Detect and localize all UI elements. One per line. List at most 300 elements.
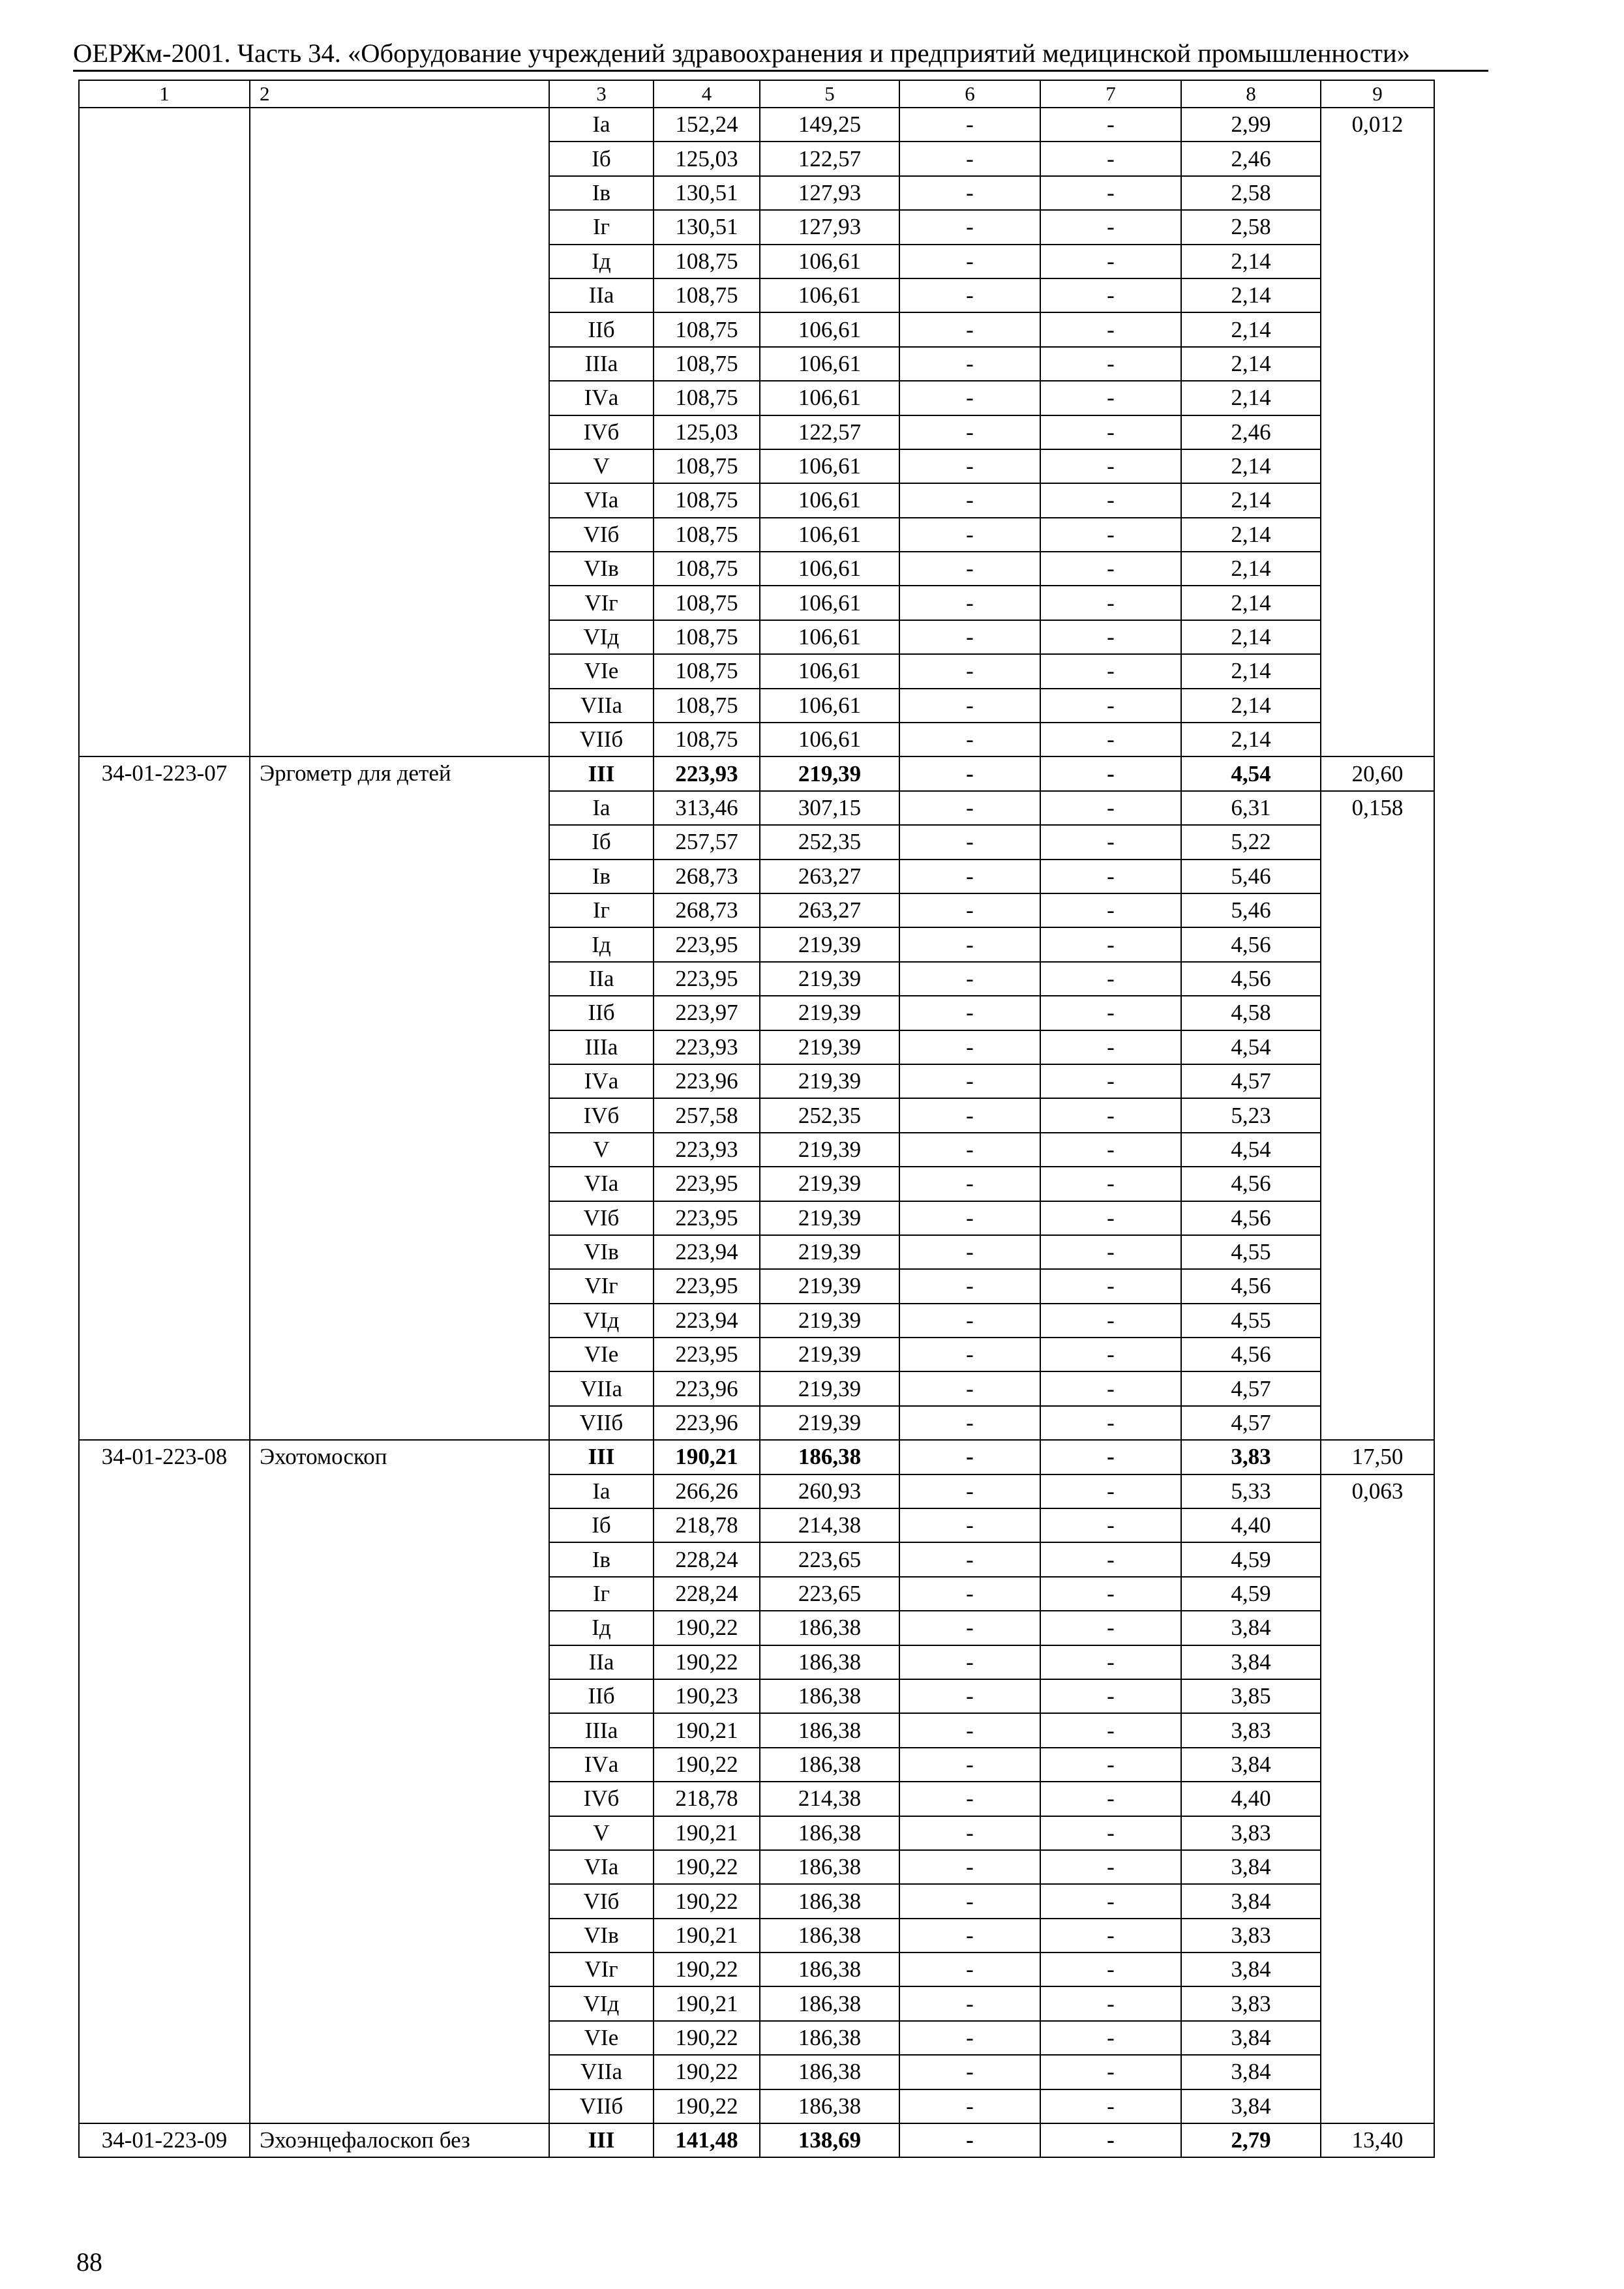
value-cell-col6: -	[899, 756, 1040, 790]
zone-cell: VIв	[549, 552, 654, 586]
value-cell-col6: -	[899, 1030, 1040, 1064]
value-cell-col4: 190,22	[654, 2089, 760, 2123]
zone-cell: Iв	[549, 176, 654, 210]
zone-cell: VIг	[549, 1269, 654, 1303]
value-cell-col6: -	[899, 1884, 1040, 1918]
value-cell-col8: 4,57	[1181, 1371, 1321, 1405]
zone-cell: IIб	[549, 996, 654, 1030]
value-cell-col4: 257,58	[654, 1098, 760, 1132]
value-cell-col4: 218,78	[654, 1782, 760, 1816]
value-cell-col6: -	[899, 2021, 1040, 2055]
value-cell-col7: -	[1040, 2123, 1181, 2157]
value-cell-col5: 219,39	[760, 1235, 899, 1269]
zone-cell: Iд	[549, 927, 654, 961]
zone-cell: III	[549, 2123, 654, 2157]
value-cell-col6: -	[899, 927, 1040, 961]
value-cell-col8: 2,14	[1181, 620, 1321, 654]
value-cell-col7: -	[1040, 108, 1181, 142]
extra-value-cell: 17,50	[1321, 1440, 1434, 1474]
value-cell-col6: -	[899, 1201, 1040, 1235]
value-cell-col6: -	[899, 1782, 1040, 1816]
value-cell-col6: -	[899, 2123, 1040, 2157]
value-cell-col7: -	[1040, 1884, 1181, 1918]
value-cell-col6: -	[899, 1440, 1040, 1474]
value-cell-col7: -	[1040, 620, 1181, 654]
value-cell-col5: 186,38	[760, 2089, 899, 2123]
zone-cell: VIб	[549, 518, 654, 552]
value-cell-col4: 223,95	[654, 927, 760, 961]
value-cell-col4: 108,75	[654, 278, 760, 312]
value-cell-col4: 190,22	[654, 1850, 760, 1884]
value-cell-col8: 3,84	[1181, 1884, 1321, 1918]
value-cell-col7: -	[1040, 1816, 1181, 1850]
value-cell-col6: -	[899, 1406, 1040, 1440]
value-cell-col8: 2,14	[1181, 723, 1321, 756]
zone-cell: Iг	[549, 1577, 654, 1611]
value-cell-col7: -	[1040, 1611, 1181, 1645]
value-cell-col7: -	[1040, 1952, 1181, 1986]
value-cell-col5: 219,39	[760, 1201, 899, 1235]
zone-cell: V	[549, 1133, 654, 1167]
column-number: 7	[1040, 80, 1181, 108]
value-cell-col6: -	[899, 962, 1040, 996]
zone-cell: IVб	[549, 1098, 654, 1132]
value-cell-col8: 4,54	[1181, 756, 1321, 790]
value-cell-col7: -	[1040, 927, 1181, 961]
value-cell-col4: 190,22	[654, 2055, 760, 2089]
value-cell-col7: -	[1040, 1030, 1181, 1064]
value-cell-col5: 219,39	[760, 1269, 899, 1303]
value-cell-col7: -	[1040, 1713, 1181, 1747]
value-cell-col7: -	[1040, 347, 1181, 381]
value-cell-col8: 3,84	[1181, 2089, 1321, 2123]
value-cell-col5: 219,39	[760, 962, 899, 996]
zone-cell: III	[549, 1440, 654, 1474]
value-cell-col8: 4,55	[1181, 1304, 1321, 1338]
value-cell-col7: -	[1040, 723, 1181, 756]
value-cell-col4: 190,22	[654, 1611, 760, 1645]
value-cell-col7: -	[1040, 2055, 1181, 2089]
value-cell-col6: -	[899, 1713, 1040, 1747]
value-cell-col5: 186,38	[760, 1816, 899, 1850]
data-table	[78, 80, 1435, 2158]
zone-cell: VIб	[549, 1201, 654, 1235]
value-cell-col4: 190,22	[654, 1884, 760, 1918]
value-cell-col6: -	[899, 210, 1040, 244]
zone-cell: VIIб	[549, 1406, 654, 1440]
header-rule	[73, 70, 1488, 72]
value-cell-col5: 186,38	[760, 1679, 899, 1713]
value-cell-col7: -	[1040, 2021, 1181, 2055]
value-cell-col5: 186,38	[760, 2021, 899, 2055]
value-cell-col5: 307,15	[760, 791, 899, 825]
zone-cell: V	[549, 1816, 654, 1850]
value-cell-col5: 186,38	[760, 2055, 899, 2089]
value-cell-col7: -	[1040, 1986, 1181, 2020]
value-cell-col6: -	[899, 449, 1040, 483]
value-cell-col5: 219,39	[760, 756, 899, 790]
value-cell-col7: -	[1040, 1371, 1181, 1405]
value-cell-col5: 106,61	[760, 586, 899, 620]
value-cell-col6: -	[899, 1338, 1040, 1371]
value-cell-col6: -	[899, 689, 1040, 723]
page-number: 88	[76, 2247, 102, 2277]
value-cell-col6: -	[899, 245, 1040, 278]
value-cell-col5: 138,69	[760, 2123, 899, 2157]
value-cell-col6: -	[899, 860, 1040, 893]
value-cell-col7: -	[1040, 1235, 1181, 1269]
zone-cell: IIIа	[549, 1030, 654, 1064]
value-cell-col5: 260,93	[760, 1474, 899, 1508]
value-cell-col5: 219,39	[760, 1371, 899, 1405]
value-cell-col8: 4,56	[1181, 1269, 1321, 1303]
zone-cell: Iд	[549, 245, 654, 278]
value-cell-col8: 4,59	[1181, 1542, 1321, 1576]
value-cell-col5: 263,27	[760, 893, 899, 927]
value-cell-col5: 106,61	[760, 689, 899, 723]
zone-cell: Iб	[549, 825, 654, 859]
zone-cell: IIа	[549, 1645, 654, 1679]
value-cell-col4: 268,73	[654, 860, 760, 893]
value-cell-col6: -	[899, 1679, 1040, 1713]
value-cell-col8: 2,14	[1181, 518, 1321, 552]
value-cell-col4: 190,22	[654, 1952, 760, 1986]
zone-cell: Iд	[549, 1611, 654, 1645]
value-cell-col6: -	[899, 586, 1040, 620]
zone-cell: IVб	[549, 415, 654, 449]
value-cell-col6: -	[899, 108, 1040, 142]
value-cell-col5: 263,27	[760, 860, 899, 893]
value-cell-col8: 2,58	[1181, 176, 1321, 210]
zone-cell: VIг	[549, 586, 654, 620]
value-cell-col6: -	[899, 1952, 1040, 1986]
value-cell-col8: 3,84	[1181, 2021, 1321, 2055]
resource-code: 34-01-223-07	[79, 756, 250, 1440]
extra-value-cell: 13,40	[1321, 2123, 1434, 2157]
value-cell-col6: -	[899, 1371, 1040, 1405]
column-number: 4	[654, 80, 760, 108]
value-cell-col6: -	[899, 654, 1040, 688]
value-cell-col7: -	[1040, 1167, 1181, 1201]
value-cell-col6: -	[899, 791, 1040, 825]
page-header: ОЕРЖм-2001. Часть 34. «Оборудование учреждений здравоохранения и предприятий медицинской промышленности»	[73, 38, 1410, 68]
value-cell-col4: 152,24	[654, 108, 760, 142]
value-cell-col6: -	[899, 1235, 1040, 1269]
value-cell-col5: 106,61	[760, 483, 899, 517]
zone-cell: VIд	[549, 1986, 654, 2020]
value-cell-col5: 219,39	[760, 1064, 899, 1098]
value-cell-col7: -	[1040, 791, 1181, 825]
value-cell-col8: 3,85	[1181, 1679, 1321, 1713]
value-cell-col7: -	[1040, 483, 1181, 517]
value-cell-col4: 108,75	[654, 723, 760, 756]
value-cell-col8: 5,22	[1181, 825, 1321, 859]
value-cell-col6: -	[899, 1816, 1040, 1850]
value-cell-col8: 2,14	[1181, 381, 1321, 415]
value-cell-col4: 228,24	[654, 1542, 760, 1576]
value-cell-col6: -	[899, 552, 1040, 586]
value-cell-col5: 219,39	[760, 927, 899, 961]
value-cell-col7: -	[1040, 210, 1181, 244]
value-cell-col7: -	[1040, 245, 1181, 278]
value-cell-col6: -	[899, 1577, 1040, 1611]
zone-cell: VIIб	[549, 2089, 654, 2123]
resource-name	[250, 108, 549, 756]
value-cell-col7: -	[1040, 1645, 1181, 1679]
column-number: 9	[1321, 80, 1434, 108]
value-cell-col8: 4,40	[1181, 1508, 1321, 1542]
value-cell-col7: -	[1040, 1133, 1181, 1167]
zone-cell: VIд	[549, 1304, 654, 1338]
value-cell-col6: -	[899, 518, 1040, 552]
value-cell-col7: -	[1040, 142, 1181, 175]
value-cell-col7: -	[1040, 1338, 1181, 1371]
value-cell-col8: 2,14	[1181, 586, 1321, 620]
resource-name: Эхоэнцефалоскоп без	[250, 2123, 549, 2157]
value-cell-col6: -	[899, 1919, 1040, 1952]
value-cell-col7: -	[1040, 415, 1181, 449]
value-cell-col5: 122,57	[760, 142, 899, 175]
zone-cell: IVа	[549, 381, 654, 415]
value-cell-col6: -	[899, 1474, 1040, 1508]
zone-cell: Iа	[549, 1474, 654, 1508]
value-cell-col6: -	[899, 415, 1040, 449]
value-cell-col6: -	[899, 1269, 1040, 1303]
value-cell-col4: 108,75	[654, 620, 760, 654]
zone-cell: VIе	[549, 1338, 654, 1371]
value-cell-col7: -	[1040, 1474, 1181, 1508]
value-cell-col5: 219,39	[760, 1030, 899, 1064]
value-cell-col4: 130,51	[654, 176, 760, 210]
value-cell-col5: 186,38	[760, 1986, 899, 2020]
value-cell-col4: 108,75	[654, 312, 760, 346]
value-cell-col4: 268,73	[654, 893, 760, 927]
zone-cell: VIе	[549, 654, 654, 688]
value-cell-col5: 186,38	[760, 1919, 899, 1952]
value-cell-col5: 219,39	[760, 1167, 899, 1201]
value-cell-col5: 186,38	[760, 1611, 899, 1645]
value-cell-col6: -	[899, 278, 1040, 312]
value-cell-col4: 108,75	[654, 347, 760, 381]
value-cell-col8: 2,46	[1181, 142, 1321, 175]
value-cell-col7: -	[1040, 449, 1181, 483]
value-cell-col8: 3,83	[1181, 1440, 1321, 1474]
value-cell-col8: 4,59	[1181, 1577, 1321, 1611]
value-cell-col5: 219,39	[760, 1406, 899, 1440]
value-cell-col6: -	[899, 1986, 1040, 2020]
value-cell-col4: 257,57	[654, 825, 760, 859]
value-cell-col7: -	[1040, 689, 1181, 723]
value-cell-col8: 5,33	[1181, 1474, 1321, 1508]
value-cell-col8: 3,83	[1181, 1986, 1321, 2020]
value-cell-col4: 223,94	[654, 1235, 760, 1269]
column-number: 5	[760, 80, 899, 108]
zone-cell: VIа	[549, 1167, 654, 1201]
table-row	[79, 108, 1434, 142]
zone-cell: VIб	[549, 1884, 654, 1918]
value-cell-col7: -	[1040, 1679, 1181, 1713]
value-cell-col6: -	[899, 825, 1040, 859]
value-cell-col4: 190,21	[654, 1440, 760, 1474]
value-cell-col5: 214,38	[760, 1508, 899, 1542]
value-cell-col4: 223,95	[654, 1167, 760, 1201]
value-cell-col4: 108,75	[654, 518, 760, 552]
value-cell-col8: 2,14	[1181, 278, 1321, 312]
table-row	[79, 756, 1434, 790]
value-cell-col8: 3,84	[1181, 2055, 1321, 2089]
value-cell-col4: 190,21	[654, 1816, 760, 1850]
value-cell-col4: 108,75	[654, 586, 760, 620]
value-cell-col5: 127,93	[760, 210, 899, 244]
value-cell-col8: 4,54	[1181, 1030, 1321, 1064]
value-cell-col4: 223,95	[654, 1269, 760, 1303]
value-cell-col8: 2,14	[1181, 347, 1321, 381]
value-cell-col7: -	[1040, 1098, 1181, 1132]
value-cell-col6: -	[899, 142, 1040, 175]
value-cell-col5: 219,39	[760, 1133, 899, 1167]
zone-cell: VIIа	[549, 1371, 654, 1405]
value-cell-col8: 2,58	[1181, 210, 1321, 244]
value-cell-col4: 223,93	[654, 1030, 760, 1064]
value-cell-col4: 108,75	[654, 483, 760, 517]
value-cell-col8: 3,84	[1181, 1611, 1321, 1645]
value-cell-col5: 106,61	[760, 381, 899, 415]
value-cell-col5: 106,61	[760, 723, 899, 756]
value-cell-col7: -	[1040, 2089, 1181, 2123]
value-cell-col8: 4,56	[1181, 1167, 1321, 1201]
value-cell-col4: 223,97	[654, 996, 760, 1030]
zone-cell: VIIб	[549, 723, 654, 756]
value-cell-col5: 106,61	[760, 312, 899, 346]
zone-cell: VIIа	[549, 689, 654, 723]
value-cell-col4: 125,03	[654, 142, 760, 175]
value-cell-col5: 223,65	[760, 1577, 899, 1611]
zone-cell: IIIа	[549, 347, 654, 381]
value-cell-col4: 223,93	[654, 756, 760, 790]
value-cell-col7: -	[1040, 312, 1181, 346]
table-body	[79, 80, 1434, 2157]
value-cell-col4: 223,95	[654, 1201, 760, 1235]
value-cell-col8: 4,56	[1181, 927, 1321, 961]
column-number: 2	[250, 80, 549, 108]
value-cell-col6: -	[899, 347, 1040, 381]
value-cell-col7: -	[1040, 756, 1181, 790]
value-cell-col8: 4,57	[1181, 1406, 1321, 1440]
zone-cell: Iв	[549, 1542, 654, 1576]
value-cell-col6: -	[899, 1508, 1040, 1542]
zone-cell: VIа	[549, 483, 654, 517]
value-cell-col7: -	[1040, 176, 1181, 210]
value-cell-col4: 190,21	[654, 1919, 760, 1952]
zone-cell: Iб	[549, 142, 654, 175]
value-cell-col4: 223,96	[654, 1406, 760, 1440]
value-cell-col8: 3,84	[1181, 1645, 1321, 1679]
value-cell-col4: 190,22	[654, 1645, 760, 1679]
value-cell-col8: 3,83	[1181, 1713, 1321, 1747]
value-cell-col5: 186,38	[760, 1850, 899, 1884]
value-cell-col5: 106,61	[760, 518, 899, 552]
zone-cell: IIб	[549, 312, 654, 346]
value-cell-col7: -	[1040, 1201, 1181, 1235]
zone-cell: VIа	[549, 1850, 654, 1884]
value-cell-col8: 5,46	[1181, 860, 1321, 893]
resource-code: 34-01-223-08	[79, 1440, 250, 2123]
table-row	[79, 2123, 1434, 2157]
value-cell-col4: 125,03	[654, 415, 760, 449]
value-cell-col8: 3,83	[1181, 1816, 1321, 1850]
zone-cell: Iа	[549, 108, 654, 142]
value-cell-col8: 4,56	[1181, 962, 1321, 996]
value-cell-col4: 223,95	[654, 1338, 760, 1371]
value-cell-col4: 223,96	[654, 1371, 760, 1405]
resource-name: Эхотомоскоп	[250, 1440, 549, 2123]
zone-cell: IVа	[549, 1064, 654, 1098]
value-cell-col4: 108,75	[654, 654, 760, 688]
value-cell-col8: 2,46	[1181, 415, 1321, 449]
zone-cell: V	[549, 449, 654, 483]
value-cell-col7: -	[1040, 381, 1181, 415]
value-cell-col4: 313,46	[654, 791, 760, 825]
value-cell-col5: 122,57	[760, 415, 899, 449]
value-cell-col6: -	[899, 620, 1040, 654]
value-cell-col5: 214,38	[760, 1782, 899, 1816]
value-cell-col6: -	[899, 723, 1040, 756]
zone-cell: VIд	[549, 620, 654, 654]
zone-cell: IIа	[549, 962, 654, 996]
column-number: 6	[899, 80, 1040, 108]
value-cell-col7: -	[1040, 825, 1181, 859]
value-cell-col8: 3,83	[1181, 1919, 1321, 1952]
value-cell-col8: 5,23	[1181, 1098, 1321, 1132]
value-cell-col5: 186,38	[760, 1884, 899, 1918]
column-number-row	[79, 80, 1434, 108]
value-cell-col7: -	[1040, 1748, 1181, 1782]
value-cell-col4: 223,93	[654, 1133, 760, 1167]
value-cell-col8: 3,84	[1181, 1850, 1321, 1884]
value-cell-col6: -	[899, 1645, 1040, 1679]
value-cell-col4: 228,24	[654, 1577, 760, 1611]
zone-cell: IIIа	[549, 1713, 654, 1747]
value-cell-col7: -	[1040, 1304, 1181, 1338]
extra-value-cell: 0,063	[1321, 1474, 1434, 2123]
value-cell-col6: -	[899, 1304, 1040, 1338]
value-cell-col7: -	[1040, 1508, 1181, 1542]
zone-cell: Iа	[549, 791, 654, 825]
zone-cell: VIв	[549, 1235, 654, 1269]
zone-cell: Iб	[549, 1508, 654, 1542]
zone-cell: IIб	[549, 1679, 654, 1713]
value-cell-col5: 127,93	[760, 176, 899, 210]
value-cell-col7: -	[1040, 1440, 1181, 1474]
value-cell-col8: 4,40	[1181, 1782, 1321, 1816]
value-cell-col7: -	[1040, 518, 1181, 552]
extra-value-cell: 0,158	[1321, 791, 1434, 1440]
value-cell-col8: 4,57	[1181, 1064, 1321, 1098]
value-cell-col6: -	[899, 1064, 1040, 1098]
value-cell-col5: 223,65	[760, 1542, 899, 1576]
value-cell-col5: 186,38	[760, 1713, 899, 1747]
zone-cell: VIе	[549, 2021, 654, 2055]
value-cell-col4: 108,75	[654, 689, 760, 723]
value-cell-col5: 106,61	[760, 347, 899, 381]
value-cell-col7: -	[1040, 1782, 1181, 1816]
value-cell-col8: 2,99	[1181, 108, 1321, 142]
value-cell-col7: -	[1040, 860, 1181, 893]
column-number: 3	[549, 80, 654, 108]
value-cell-col4: 190,21	[654, 1986, 760, 2020]
zone-cell: III	[549, 756, 654, 790]
value-cell-col8: 2,14	[1181, 483, 1321, 517]
